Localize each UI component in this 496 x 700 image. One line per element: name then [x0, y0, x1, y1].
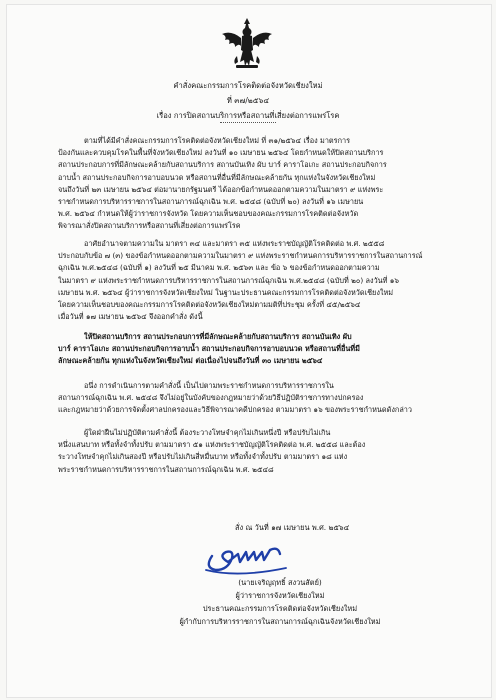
text-line: สถานการณ์ฉุกเฉิน พ.ศ. ๒๕๔๘ จึงไม่อยู่ในบังคับของกฎหมายว่าด้วยวิธีปฏิบัติราชการทางปกครอง	[58, 393, 364, 403]
text-line: พ.ศ. ๒๕๖๔ กำหนดให้ผู้ว่าราชการจังหวัด โดยความเห็นชอบของคณะกรรมการโรคติดต่อจังหวัด	[58, 209, 359, 219]
signer-committee-role: ประธานคณะกรรมการโรคติดต่อจังหวัดเชียงใหม่	[202, 604, 358, 613]
paragraph-order	[58, 331, 450, 368]
text-line: ลักษณะคล้ายกัน ทุกแห่งในจังหวัดเชียงใหม่ ต่อเนื่องไปจนถึงวันที่ ๓๐ เมษายน ๒๕๖๔	[58, 356, 323, 366]
text-line: ราชกำหนดการบริหารราชการในสถานการณ์ฉุกเฉิน พ.ศ. ๒๕๔๘ (ฉบับที่ ๒๐) ลงวันที่ ๑๖ เมษายน	[58, 197, 364, 207]
paragraph-notice	[58, 380, 450, 417]
garuda-emblem-icon	[219, 16, 275, 72]
signer-position: ผู้ว่าราชการจังหวัดเชียงใหม่	[235, 591, 325, 600]
text-line: ในมาตรา ๙ แห่งพระราชกำหนดการบริหารราชการในสถานการณ์ฉุกเฉิน พ.ศ.๒๕๔๘ (ฉบับที่ ๒๐) ลงวันที่ ๑๖	[58, 275, 400, 285]
text-line: อาบน้ำ สถานประกอบกิจการอาบอบนวด หรือสถานที่อื่นที่มีลักษณะคล้ายกัน ทุกแห่งในจังหวัดเชียงใหม่	[58, 172, 376, 182]
text-line: พิจารณาสั่งปิดสถานบริการหรือสถานที่เสี่ยงต่อการแพร่โรค	[58, 221, 241, 231]
paragraph-background	[58, 135, 450, 233]
text-line: บาร์ คาราโอเกะ สถานประกอบกิจการอาบน้ำ สถานประกอบกิจการอาบอบนวด หรือสถานที่อื่นที่มี	[58, 344, 360, 354]
text-line: พระราชกำหนดการบริหารราชการในสถานการณ์ฉุกเฉิน พ.ศ. ๒๕๔๘	[58, 464, 274, 474]
text-line: โดยความเห็นชอบของคณะกรรมการโรคติดต่อจังหวัดเชียงใหม่ตามมติที่ประชุม ครั้งที่ ๔๕/๒๕๖๔	[58, 300, 361, 310]
text-line: และกฎหมายว่าด้วยการจัดตั้งศาลปกครองและวิธีพิจารณาคดีปกครอง ตามมาตรา ๑๖ ของพระราชกำหนดดังกล่าว	[58, 405, 413, 415]
text-line: เมื่อวันที่ ๑๗ เมษายน ๒๕๖๔ จึงออกคำสั่ง ดังนี้	[58, 312, 203, 322]
text-line: ตามที่ได้มีคำสั่งคณะกรรมการโรคติดต่อจังหวัดเชียงใหม่ ที่ ๓๑/๒๕๖๔ เรื่อง มาตรการ	[84, 136, 351, 145]
text-line: เมษายน พ.ศ. ๒๕๖๔ ผู้ว่าราชการจังหวัดเชียงใหม่ ในฐานะประธานคณะกรรมการโรคติดต่อจังหวัดเชียงใหม่	[58, 287, 394, 297]
header-divider	[220, 122, 276, 123]
signer-emergency-role: ผู้กำกับการบริหารราชการในสถานการณ์ฉุกเฉินจังหวัดเชียงใหม่	[179, 617, 381, 626]
signature-mark	[198, 532, 298, 576]
text-line: ประกอบกับข้อ ๗ (๓) ของข้อกำหนดออกตามความในมาตรา ๙ แห่งพระราชกำหนดการบริหารราชการในสถานการณ์	[58, 251, 423, 261]
text-line: ผู้ใดฝ่าฝืนไม่ปฏิบัติตามคำสั่งนี้ ต้องระวางโทษจำคุกไม่เกินหนึ่งปี หรือปรับไม่เกิน	[84, 428, 331, 437]
order-number: ที่ ๓๗/๒๕๖๔	[226, 96, 270, 105]
order-title: คำสั่งคณะกรรมการโรคติดต่อจังหวัดเชียงใหม่	[173, 81, 323, 90]
text-line: ระวางโทษจำคุกไม่เกินสองปี หรือปรับไม่เกินสี่หมื่นบาท หรือทั้งจำทั้งปรับ ตามมาตรา ๑๘ แห่ง	[58, 452, 348, 462]
text-line: หนึ่งแสนบาท หรือทั้งจำทั้งปรับ ตามมาตรา ๕๑ แห่งพระราชบัญญัติโรคติดต่อ พ.ศ. ๒๕๕๘ และต้อง	[58, 440, 366, 450]
text-line: ให้ปิดสถานบริการ สถานประกอบการที่มีลักษณะคล้ายกับสถานบริการ สถานบันเทิง ผับ	[84, 332, 352, 341]
paragraph-penalty	[58, 427, 450, 476]
text-line: สถานประกอบการที่มีลักษณะคล้ายกับสถานบริการ สถานบันเทิง ผับ บาร์ คาราโอเกะ สถานประกอบกิจการ	[58, 160, 387, 170]
order-subject: เรื่อง การปิดสถานบริการหรือสถานที่เสี่ยงต่อการแพร่โรค	[156, 111, 340, 120]
paragraph-authority	[58, 238, 450, 323]
text-line: อาศัยอำนาจตามความใน มาตรา ๓๔ และมาตรา ๓๕ แห่งพระราชบัญญัติโรคติดต่อ พ.ศ. ๒๕๕๘	[84, 239, 385, 248]
signer-name: (นายเจริญฤทธิ์ สงวนสัตย์)	[238, 578, 322, 587]
order-date: สั่ง ณ วันที่ ๑๗ เมษายน พ.ศ. ๒๕๖๔	[235, 523, 350, 532]
text-line: ป้องกันและควบคุมโรคในพื้นที่จังหวัดเชียงใหม่ ลงวันที่ ๑๐ เมษายน ๒๕๖๔ โดยกำหนดให้ปิดสถานบริการ	[58, 148, 384, 158]
text-line: ฉุกเฉิน พ.ศ.๒๕๔๘ (ฉบับที่ ๑) ลงวันที่ ๒๕ มีนาคม พ.ศ. ๒๕๖๓ และ ข้อ ๖ ของข้อกำหนดออกตามความ	[58, 263, 380, 273]
text-line: จนถึงวันที่ ๒๓ เมษายน ๒๕๖๔ ต่อมานายกรัฐมนตรี ได้ออกข้อกำหนดออกตามความในมาตรา ๙ แห่งพระ	[58, 184, 384, 194]
text-line: อนึ่ง การดำเนินการตามคำสั่งนี้ เป็นไปตามพระราชกำหนดการบริหารราชการใน	[84, 381, 334, 390]
